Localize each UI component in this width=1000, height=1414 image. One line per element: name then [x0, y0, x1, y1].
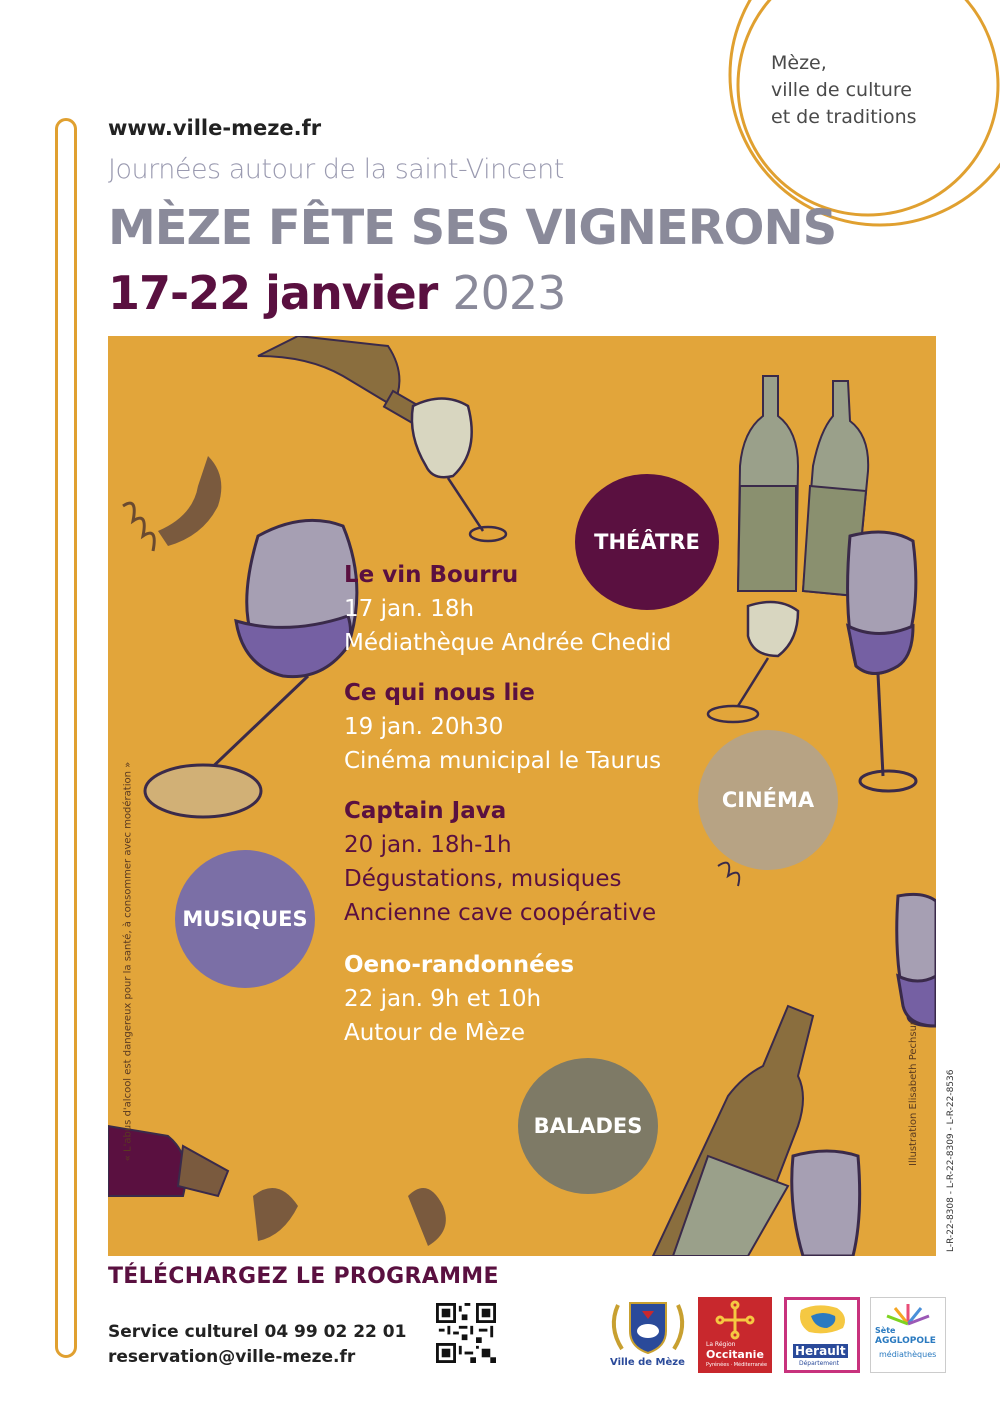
region-occitanie-logo — [698, 1297, 772, 1373]
herault-departement-logo — [784, 1297, 860, 1373]
event-description: Dégustations, musiques — [344, 866, 622, 892]
cork-icon — [408, 1188, 446, 1246]
agglopole-rays-icon — [871, 1298, 945, 1326]
date-year: 2023 — [452, 266, 566, 320]
decorative-frame-left — [55, 118, 77, 1358]
download-program-link[interactable]: TÉLÉCHARGEZ LE PROGRAMME — [108, 1264, 499, 1289]
contact-phone: Service culturel 04 99 02 22 01 — [108, 1322, 407, 1342]
agglo-label: AGGLOPOLE — [875, 1336, 936, 1346]
agglo-label-sub: médiathèques — [879, 1350, 937, 1359]
corkscrew-icon — [718, 863, 739, 886]
date-range: 17-22 janvier — [108, 266, 438, 320]
event-item — [344, 558, 671, 660]
wine-glass-icon — [897, 894, 936, 1026]
license-numbers: L-R-22-8308 - L-R-22-8309 - L-R-22-8536 — [946, 1069, 956, 1252]
event-title: Ce qui nous lie — [344, 680, 535, 706]
category-badge-theatre: THÉÂTRE — [575, 474, 719, 610]
category-badge-cinema: CINÉMA — [698, 730, 838, 870]
event-date: 22 jan. 9h et 10h — [344, 986, 542, 1012]
wine-bottle-icon — [653, 1006, 813, 1256]
illustration-credit: Illustration Elisabeth Pechsur — [908, 1020, 919, 1166]
wine-glass-icon — [708, 602, 798, 722]
tagline — [771, 50, 917, 131]
wine-glass-icon — [792, 1151, 860, 1256]
health-warning: « L'abus d'alcool est dangereux pour la santé, à consommer avec modération » — [122, 761, 134, 1162]
cork-icon — [253, 1188, 298, 1241]
website-link[interactable]: www.ville-meze.fr — [108, 116, 322, 140]
ville-de-meze-logo — [604, 1297, 692, 1373]
meze-logo-label: Ville de Mèze — [610, 1357, 685, 1368]
occitan-cross-icon — [698, 1297, 772, 1341]
event-item — [344, 676, 661, 778]
wine-glass-icon — [848, 532, 916, 791]
contact-email[interactable]: reservation@ville-meze.fr — [108, 1347, 356, 1367]
wine-glass-icon — [145, 520, 357, 817]
category-badge-balades: BALADES — [518, 1058, 658, 1194]
event-date: 19 jan. 20h30 — [344, 714, 504, 740]
occitanie-label-small: La Région — [706, 1341, 736, 1348]
corkscrew-icon — [123, 503, 154, 551]
event-title: Oeno-randonnées — [344, 952, 575, 978]
agglo-label-sete: Sète — [875, 1326, 896, 1335]
poster-illustration — [108, 336, 936, 1256]
occitanie-label: Occitanie — [706, 1348, 764, 1361]
cork-icon — [158, 456, 221, 546]
subtitle: Journées autour de la saint-Vincent — [108, 154, 564, 185]
qr-code-icon[interactable] — [436, 1303, 496, 1363]
event-date: 17 jan. 18h — [344, 596, 475, 622]
herault-map-icon — [787, 1300, 857, 1344]
herault-label: Herault — [795, 1344, 846, 1358]
event-venue: Autour de Mèze — [344, 1020, 526, 1046]
event-dates — [108, 266, 565, 320]
wine-bottle-icon — [258, 336, 432, 429]
meze-crest-icon — [604, 1297, 692, 1357]
herault-label-sub: Département — [799, 1360, 839, 1367]
category-badge-musiques: MUSIQUES — [175, 850, 315, 988]
event-venue: Médiathèque Andrée Chedid — [344, 630, 672, 656]
wine-glass-icon — [412, 399, 506, 542]
occitanie-label-sub: Pyrénées · Méditerranée — [706, 1362, 768, 1368]
page-title: MÈZE FÊTE SES VIGNERONS — [108, 200, 837, 256]
event-venue: Cinéma municipal le Taurus — [344, 748, 662, 774]
tagline-line: Mèze, — [771, 52, 827, 74]
event-title: Captain Java — [344, 798, 507, 824]
wine-bottle-icon — [738, 376, 798, 591]
sete-agglopole-logo — [870, 1297, 946, 1373]
event-venue: Ancienne cave coopérative — [344, 900, 657, 926]
tagline-line: ville de culture — [771, 79, 912, 101]
event-item — [344, 948, 574, 1050]
event-item — [344, 794, 656, 930]
event-date: 20 jan. 18h-1h — [344, 832, 512, 858]
tagline-line: et de traditions — [771, 106, 917, 128]
event-title: Le vin Bourru — [344, 562, 519, 588]
